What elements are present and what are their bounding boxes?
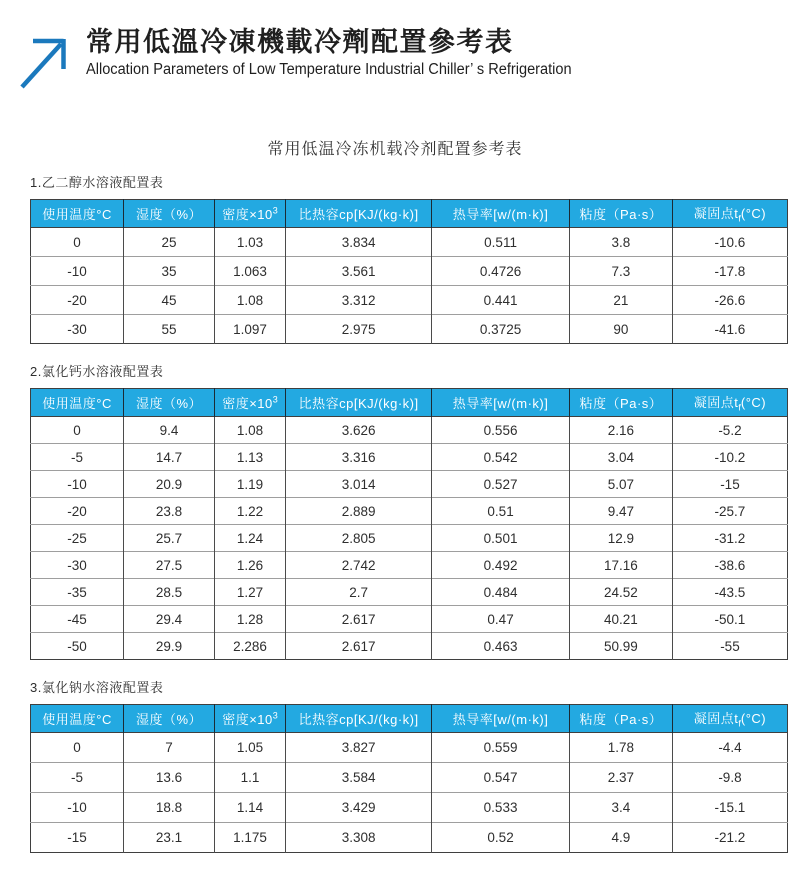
- column-header: 粘度（Pa·s）: [569, 389, 672, 417]
- table-cell: 1.24: [214, 525, 285, 552]
- table-cell: -15: [31, 823, 124, 853]
- table-row: [31, 633, 788, 660]
- table-cell: 1.27: [214, 579, 285, 606]
- column-header: 湿度（%）: [124, 200, 215, 228]
- table-cell: -35: [31, 579, 124, 606]
- column-header: 凝固点$t_f(^\circ C)$: [672, 200, 787, 228]
- table-row: [31, 793, 788, 823]
- table-cell: 24.52: [569, 579, 672, 606]
- table-cell: 0.511: [432, 228, 570, 257]
- column-header: 比热容cp[KJ/(kg·k)]: [286, 200, 432, 228]
- table-cell: 1.063: [214, 257, 285, 286]
- table-cell: 50.99: [569, 633, 672, 660]
- table-cell: -30: [31, 315, 124, 344]
- table-cell: 0.47: [432, 606, 570, 633]
- column-header: 使用温度°C: [31, 389, 124, 417]
- table-cell: 4.9: [569, 823, 672, 853]
- table-cell: 23.8: [124, 498, 215, 525]
- column-header: 粘度（Pa·s）: [569, 705, 672, 733]
- table-cell: 0.51: [432, 498, 570, 525]
- table-cell: 0.556: [432, 417, 570, 444]
- table-cell: 9.4: [124, 417, 215, 444]
- table-cell: 29.9: [124, 633, 215, 660]
- table-cell: -17.8: [672, 257, 787, 286]
- table-cell: 3.834: [286, 228, 432, 257]
- table-cell: 2.7: [286, 579, 432, 606]
- table-cell: 2.617: [286, 606, 432, 633]
- table-row: [31, 417, 788, 444]
- table-cell: 13.6: [124, 763, 215, 793]
- table-cell: -43.5: [672, 579, 787, 606]
- table-cell: 0.533: [432, 793, 570, 823]
- table-header-row: [31, 200, 788, 228]
- table-cell: 0.3725: [432, 315, 570, 344]
- column-header: 热导率[w/(m·k)]: [432, 389, 570, 417]
- brand-text: [86, 26, 603, 79]
- table-row: [31, 525, 788, 552]
- table-cell: 3.561: [286, 257, 432, 286]
- table-cell: -50: [31, 633, 124, 660]
- table-cell: 35: [124, 257, 215, 286]
- table-cell: 0.559: [432, 733, 570, 763]
- table-cell: -9.8: [672, 763, 787, 793]
- page-title: 常用低溫冷凍機載冷劑配置參考表: [86, 27, 514, 57]
- table-cell: 27.5: [124, 552, 215, 579]
- table-cell: 1.22: [214, 498, 285, 525]
- table-row: [31, 823, 788, 853]
- table-cell: 25: [124, 228, 215, 257]
- table-cell: 1.1: [214, 763, 285, 793]
- table-cell: 1.28: [214, 606, 285, 633]
- table-row: [31, 257, 788, 286]
- column-header: 湿度（%）: [124, 389, 215, 417]
- table-cell: -15.1: [672, 793, 787, 823]
- table-cell: -41.6: [672, 315, 787, 344]
- table-cell: 3.584: [286, 763, 432, 793]
- column-header: 凝固点$t_f(^\circ C)$: [672, 705, 787, 733]
- table-cell: 0.463: [432, 633, 570, 660]
- table-cell: 2.742: [286, 552, 432, 579]
- table-row: [31, 315, 788, 344]
- column-header: 比热容cp[KJ/(kg·k)]: [286, 705, 432, 733]
- table-row: [31, 471, 788, 498]
- table-row: [31, 286, 788, 315]
- table-cell: 1.03: [214, 228, 285, 257]
- table-cell: 25.7: [124, 525, 215, 552]
- table-cell: 0: [31, 733, 124, 763]
- table-row: [31, 228, 788, 257]
- column-header: 凝固点$t_f(^\circ C)$: [672, 389, 787, 417]
- table-cell: 3.429: [286, 793, 432, 823]
- table-cell: 55: [124, 315, 215, 344]
- table-cell: 2.975: [286, 315, 432, 344]
- table-cell: -25.7: [672, 498, 787, 525]
- table-cell: 2.889: [286, 498, 432, 525]
- table-header-row: [31, 705, 788, 733]
- table-cell: 90: [569, 315, 672, 344]
- table-cell: 18.8: [124, 793, 215, 823]
- column-header: 密度$\times 10^3$: [214, 389, 285, 417]
- table-cell: 28.5: [124, 579, 215, 606]
- table-cell: 40.21: [569, 606, 672, 633]
- table-cell: 1.26: [214, 552, 285, 579]
- table-cell: 17.16: [569, 552, 672, 579]
- table-row: [31, 579, 788, 606]
- table-cell: 3.308: [286, 823, 432, 853]
- table-cell: 0.527: [432, 471, 570, 498]
- table-cell: 12.9: [569, 525, 672, 552]
- table-cell: 0: [31, 417, 124, 444]
- column-header: 密度$\times 10^3$: [214, 200, 285, 228]
- table-cell: 0.547: [432, 763, 570, 793]
- table-cell: -45: [31, 606, 124, 633]
- table-cell: 45: [124, 286, 215, 315]
- table-row: [31, 552, 788, 579]
- table-cell: -31.2: [672, 525, 787, 552]
- column-header: 粘度（Pa·s）: [569, 200, 672, 228]
- table-cell: -10.2: [672, 444, 787, 471]
- table-cell: 1.14: [214, 793, 285, 823]
- table-cell: 3.4: [569, 793, 672, 823]
- table-cell: 3.626: [286, 417, 432, 444]
- table-cell: -55: [672, 633, 787, 660]
- table-cell: -10: [31, 257, 124, 286]
- table-cell: 2.37: [569, 763, 672, 793]
- column-header: 使用温度°C: [31, 200, 124, 228]
- table-cell: 2.16: [569, 417, 672, 444]
- table-cell: -5: [31, 763, 124, 793]
- column-header: 热导率[w/(m·k)]: [432, 705, 570, 733]
- arrow-up-right-icon: [16, 28, 74, 90]
- page-subtitle: Allocation Parameters of Low Temperature Industrial Chiller’ s Refrigeration: [86, 60, 572, 78]
- table-cell: 1.08: [214, 286, 285, 315]
- table-cell: -10.6: [672, 228, 787, 257]
- table-cell: -50.1: [672, 606, 787, 633]
- table-cell: 21: [569, 286, 672, 315]
- table-cell: 3.312: [286, 286, 432, 315]
- table-cell: 1.175: [214, 823, 285, 853]
- table-cell: 14.7: [124, 444, 215, 471]
- table-cell: 3.8: [569, 228, 672, 257]
- table-cell: 3.014: [286, 471, 432, 498]
- table-ethylene-glycol: [30, 199, 788, 344]
- table-cell: 23.1: [124, 823, 215, 853]
- column-header: 热导率[w/(m·k)]: [432, 200, 570, 228]
- table-cell: 20.9: [124, 471, 215, 498]
- column-header: 比热容cp[KJ/(kg·k)]: [286, 389, 432, 417]
- table-cell: -15: [672, 471, 787, 498]
- column-header: 使用温度°C: [31, 705, 124, 733]
- table-cell: 1.05: [214, 733, 285, 763]
- table-row: [31, 733, 788, 763]
- table-row: [31, 763, 788, 793]
- table-row: [31, 498, 788, 525]
- page-header: [0, 0, 790, 90]
- document-title: 常用低温冷冻机载冷剂配置参考表: [267, 141, 523, 158]
- table-cell: 7: [124, 733, 215, 763]
- column-header: 密度$\times 10^3$: [214, 705, 285, 733]
- table-cell: -10: [31, 471, 124, 498]
- table-cell: 7.3: [569, 257, 672, 286]
- table-cell: 9.47: [569, 498, 672, 525]
- table-cell: 3.04: [569, 444, 672, 471]
- table-cell: 5.07: [569, 471, 672, 498]
- table-cell: 0.441: [432, 286, 570, 315]
- table-cell: 1.097: [214, 315, 285, 344]
- table-cell: 0.492: [432, 552, 570, 579]
- table-cell: 0.4726: [432, 257, 570, 286]
- table-cell: 0.542: [432, 444, 570, 471]
- table-cell: 0.501: [432, 525, 570, 552]
- table-cell: -5: [31, 444, 124, 471]
- table-header-row: [31, 389, 788, 417]
- table-cell: 2.286: [214, 633, 285, 660]
- table-cell: 1.19: [214, 471, 285, 498]
- table-cell: 3.316: [286, 444, 432, 471]
- table-cell: -20: [31, 498, 124, 525]
- table-cell: 2.617: [286, 633, 432, 660]
- section-label-ethylene-glycol: 1.乙二醇水溶液配置表: [30, 175, 164, 190]
- table-cell: -30: [31, 552, 124, 579]
- table-calcium-chloride: [30, 388, 788, 660]
- table-cell: 0.484: [432, 579, 570, 606]
- table-cell: -4.4: [672, 733, 787, 763]
- table-cell: -10: [31, 793, 124, 823]
- column-header: 湿度（%）: [124, 705, 215, 733]
- table-cell: -5.2: [672, 417, 787, 444]
- table-cell: 29.4: [124, 606, 215, 633]
- table-cell: 0.52: [432, 823, 570, 853]
- table-cell: -38.6: [672, 552, 787, 579]
- section-label-calcium-chloride: 2.氯化钙水溶液配置表: [30, 364, 164, 379]
- table-cell: 0: [31, 228, 124, 257]
- table-sodium-chloride: [30, 704, 788, 853]
- table-cell: -26.6: [672, 286, 787, 315]
- table-cell: 2.805: [286, 525, 432, 552]
- table-cell: -21.2: [672, 823, 787, 853]
- table-cell: -20: [31, 286, 124, 315]
- table-row: [31, 444, 788, 471]
- table-cell: -25: [31, 525, 124, 552]
- table-row: [31, 606, 788, 633]
- table-cell: 3.827: [286, 733, 432, 763]
- table-cell: 1.78: [569, 733, 672, 763]
- table-cell: 1.08: [214, 417, 285, 444]
- table-cell: 1.13: [214, 444, 285, 471]
- section-label-sodium-chloride: 3.氯化钠水溶液配置表: [30, 680, 164, 695]
